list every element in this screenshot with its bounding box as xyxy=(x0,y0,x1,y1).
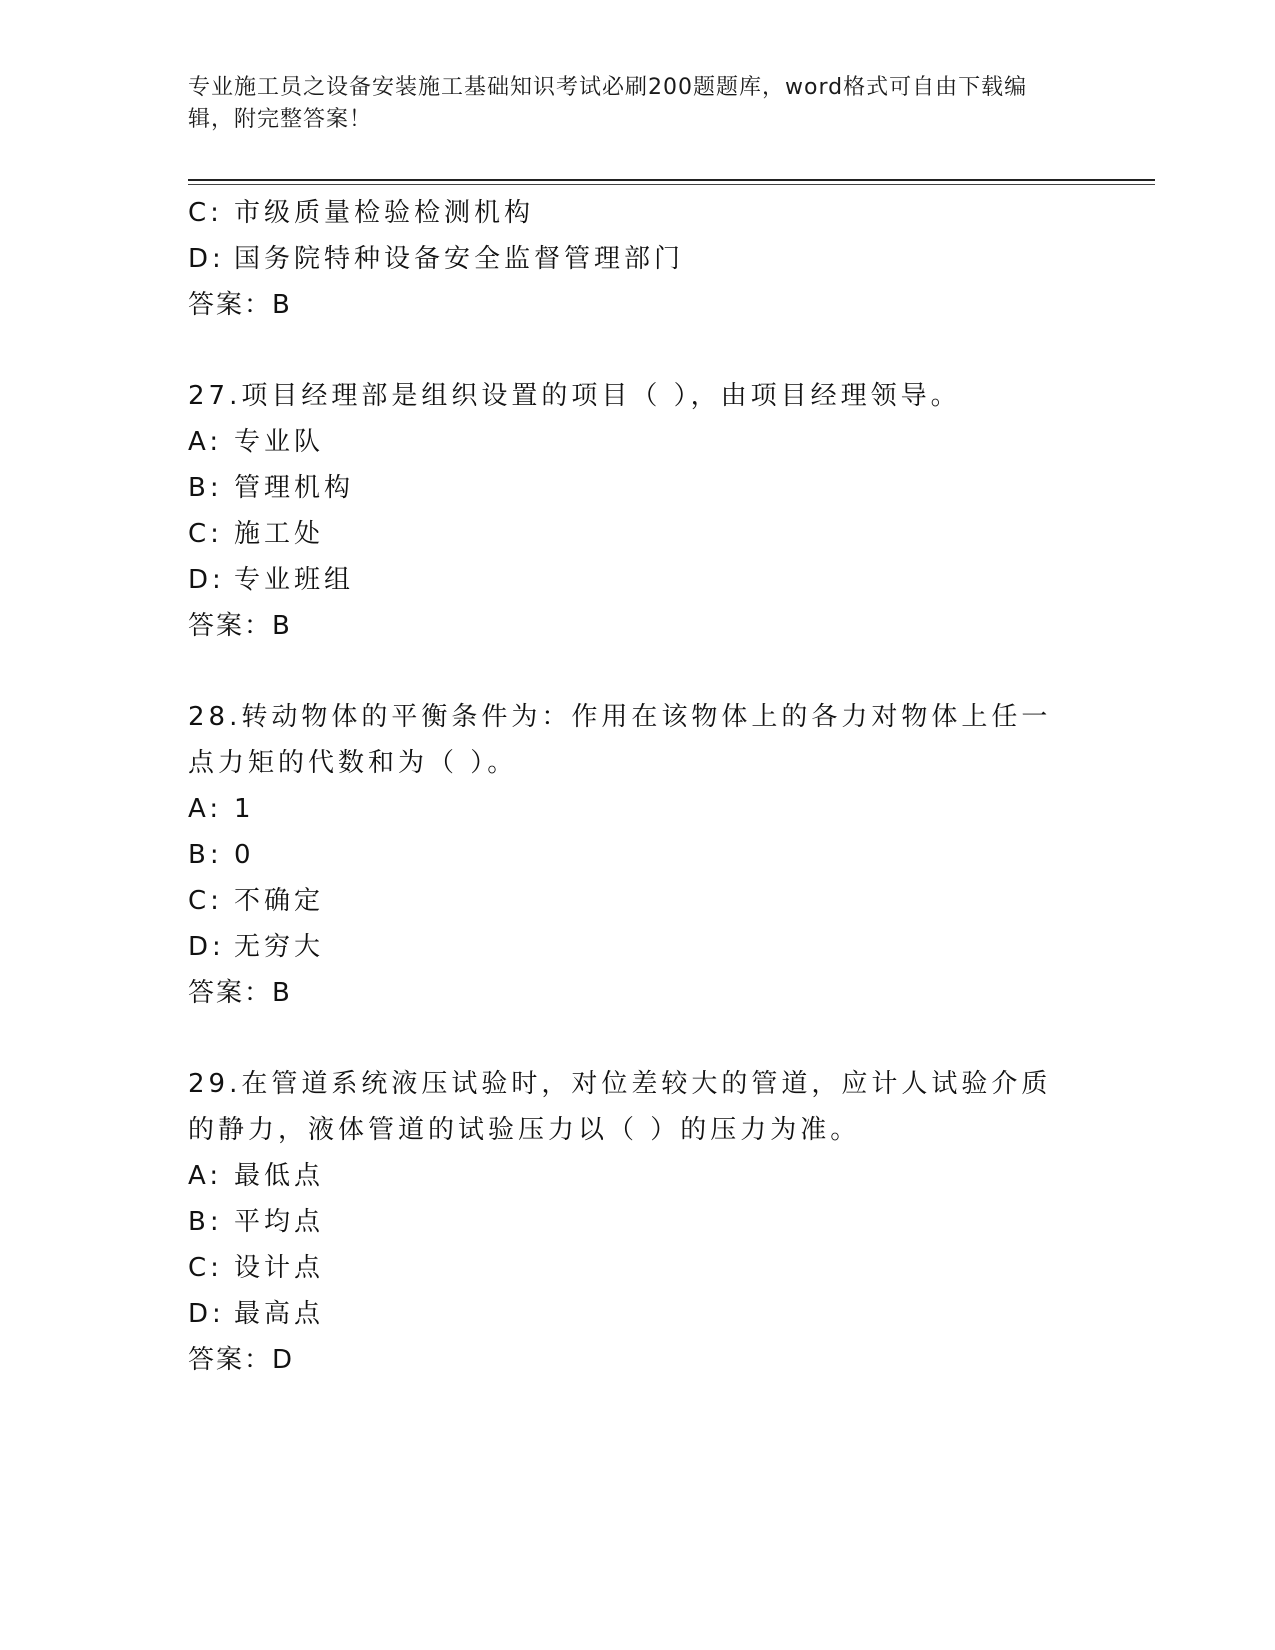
option-letter: C: xyxy=(188,519,223,549)
option-letter: A: xyxy=(188,1161,223,1191)
option-text: 施工处 xyxy=(234,519,325,549)
option-a xyxy=(188,419,1088,465)
question-block xyxy=(188,1061,1088,1383)
option-text: 最低点 xyxy=(234,1161,325,1191)
option-c xyxy=(188,1245,1088,1291)
answer-line: 答案：D xyxy=(188,1345,295,1375)
spacer xyxy=(188,328,1088,373)
option-text: 1 xyxy=(234,794,255,824)
option-d xyxy=(188,557,1088,603)
option-b xyxy=(188,1199,1088,1245)
option-text: 市级质量检验检测机构 xyxy=(234,198,535,228)
answer-line: 答案：B xyxy=(188,978,292,1008)
header-divider-thin xyxy=(188,184,1155,185)
option-letter: B: xyxy=(188,840,223,870)
option-letter: D: xyxy=(188,1299,225,1329)
option-letter: A: xyxy=(188,427,223,457)
option-c xyxy=(188,190,1088,236)
option-letter: C: xyxy=(188,886,223,916)
option-letter: B: xyxy=(188,473,223,503)
spacer xyxy=(188,649,1088,694)
question-list xyxy=(188,190,1088,1383)
option-d xyxy=(188,236,1088,282)
option-text: 平均点 xyxy=(234,1207,325,1237)
option-letter: C: xyxy=(188,198,223,228)
option-text: 最高点 xyxy=(234,1299,325,1329)
option-text: 国务院特种设备安全监督管理部门 xyxy=(234,244,685,274)
option-letter: D: xyxy=(188,932,225,962)
option-letter: D: xyxy=(188,244,225,274)
option-letter: B: xyxy=(188,1207,223,1237)
option-d xyxy=(188,1291,1088,1337)
question-stem: 29.在管道系统液压试验时，对位差较大的管道，应计人试验介质的静力，液体管道的试验压力以（ ）的压力为准。 xyxy=(188,1069,1052,1145)
option-text: 专业队 xyxy=(234,427,325,457)
header-divider-thick xyxy=(188,179,1155,181)
question-stem: 27.项目经理部是组织设置的项目（ ），由项目经理领导。 xyxy=(188,381,961,411)
option-text: 管理机构 xyxy=(234,473,355,503)
question-block xyxy=(188,694,1088,1016)
question-stem: 28.转动物体的平衡条件为：作用在该物体上的各力对物体上任一点力矩的代数和为（ ）。 xyxy=(188,702,1052,778)
option-letter: C: xyxy=(188,1253,223,1283)
option-a xyxy=(188,1153,1088,1199)
option-b xyxy=(188,832,1088,878)
option-c xyxy=(188,878,1088,924)
answer-line: 答案：B xyxy=(188,611,292,641)
option-c xyxy=(188,511,1088,557)
document-header: 专业施工员之设备安装施工基础知识考试必刷200题题库，word格式可自由下载编辑，附完整答案！ xyxy=(188,75,1028,132)
option-a xyxy=(188,786,1088,832)
option-text: 不确定 xyxy=(234,886,325,916)
option-text: 无穷大 xyxy=(234,932,325,962)
option-b xyxy=(188,465,1088,511)
question-block-continued xyxy=(188,190,1088,328)
question-block xyxy=(188,373,1088,649)
option-text: 专业班组 xyxy=(234,565,355,595)
option-letter: A: xyxy=(188,794,223,824)
option-text: 0 xyxy=(234,840,255,870)
answer-line: 答案：B xyxy=(188,290,292,320)
option-letter: D: xyxy=(188,565,225,595)
option-d xyxy=(188,924,1088,970)
option-text: 设计点 xyxy=(234,1253,325,1283)
spacer xyxy=(188,1016,1088,1061)
